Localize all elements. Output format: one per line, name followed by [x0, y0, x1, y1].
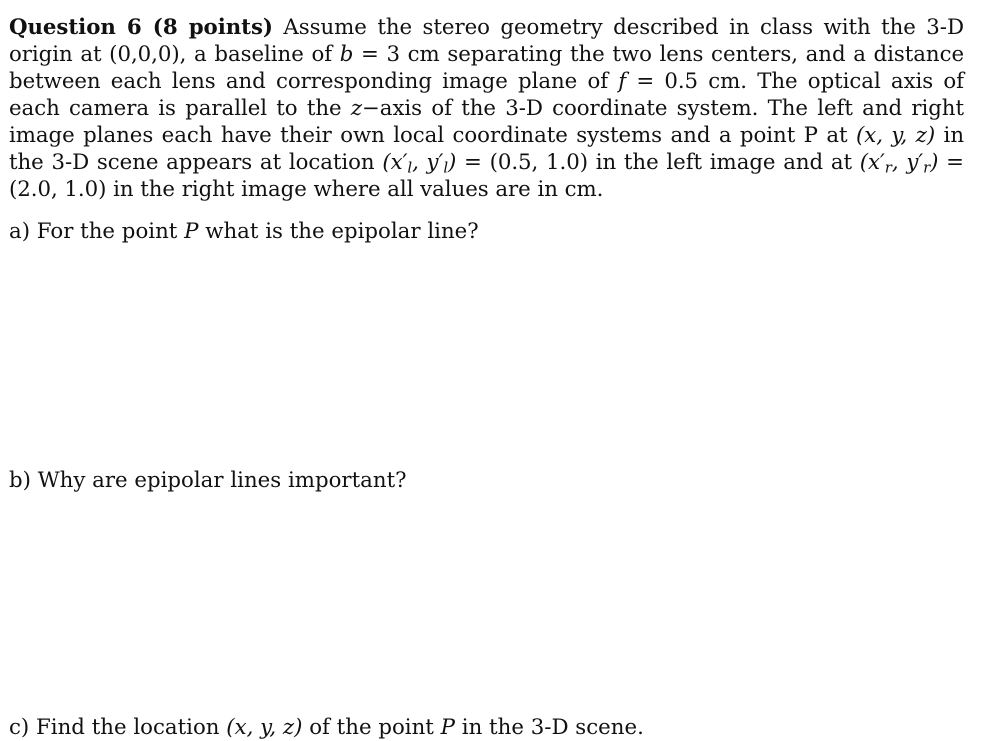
part-c-prompt: c) Find the location (x, y, z) of the point P in the 3-D scene.	[9, 715, 644, 740]
answer-space-a[interactable]	[9, 246, 964, 461]
question-heading: Question 6 (8 points)	[9, 15, 273, 40]
left-image-coordinates: ($x'_l$, $y'_l$)	[382, 150, 457, 177]
question-text: Question 6 (8 points) Assume the stereo geometry described in class with the 3-D origin at (0,0,0), a baseline of b = 3 cm separating the two lens centers, and a distance between each lens and corresponding image plane of f = 0.5 cm. The optical axis of each camera is parallel to the z−axis of the 3-D coordinate system. The left and right image planes each have their own local coordinate systems and a point P at (x, y, z) in the 3-D scene appears at location ($x'_l$, $y'_l) = (0.5$, 1.0) in the left image and at ($x'_r$, $y'_r) = (2.0$, 1.0) in the right image where all values are in cm.	[9, 15, 964, 202]
answer-space-b[interactable]	[9, 495, 964, 707]
right-image-coordinates: ($x'_r$, $y'_r$)	[859, 150, 939, 177]
part-b-prompt: b) Why are epipolar lines important?	[9, 468, 407, 493]
question-block	[9, 14, 964, 203]
part-a-prompt: a) For the point P what is the epipolar line?	[9, 219, 479, 244]
point-coordinates: (x, y, z)	[855, 123, 936, 148]
